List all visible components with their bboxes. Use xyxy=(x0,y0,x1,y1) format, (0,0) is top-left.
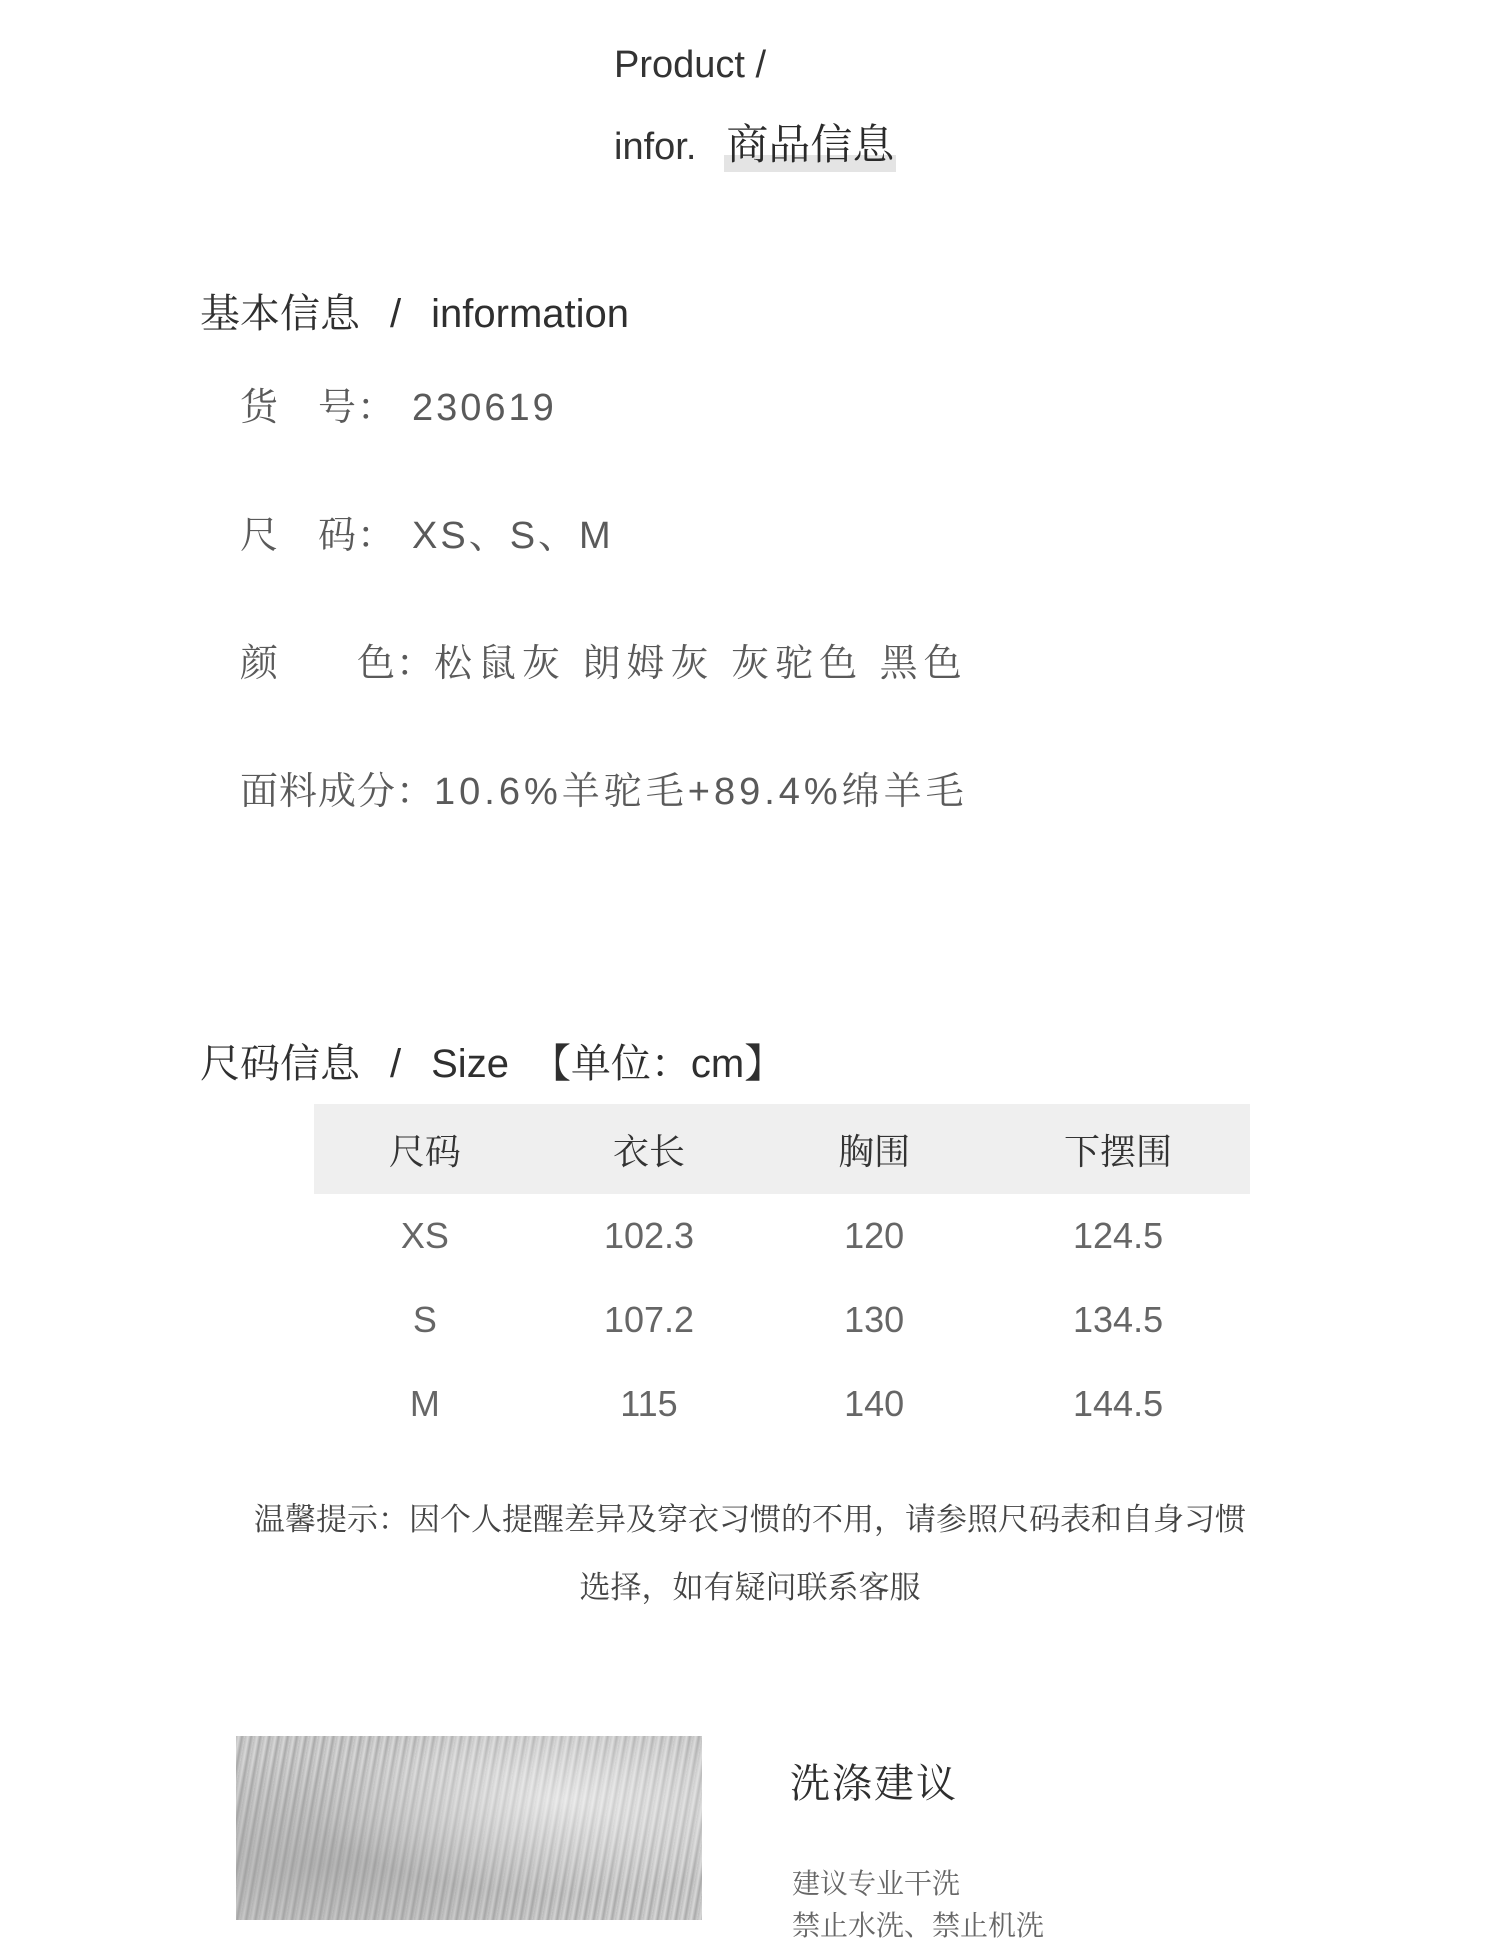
info-value-color: 松鼠灰 朗姆灰 灰驼色 黑色 xyxy=(434,643,968,685)
table-row xyxy=(314,1362,1250,1446)
table-cell: 102.3 xyxy=(603,1215,695,1256)
size-info-unit: 【单位：cm】 xyxy=(530,1042,785,1086)
table-row xyxy=(314,1278,1250,1362)
table-cell: 107.2 xyxy=(603,1299,695,1340)
header-infor-label: infor. xyxy=(614,126,697,168)
header-cn-title: 商品信息 xyxy=(724,112,896,172)
size-info-title-en: Size xyxy=(431,1042,509,1086)
tip-line-1: 温馨提示：因个人提醒差异及穿衣习惯的不用，请参照尺码表和自身习惯 xyxy=(254,1502,1246,1537)
size-info-slash: / xyxy=(390,1042,402,1086)
table-cell: S xyxy=(412,1299,437,1340)
info-row-color xyxy=(240,632,968,687)
info-label-color: 颜 色： xyxy=(240,643,436,685)
tip-line-2: 选择，如有疑问联系客服 xyxy=(579,1570,921,1605)
col-header-chest: 胸围 xyxy=(762,1104,986,1194)
info-value-material: 10.6%羊驼毛+89.4%绵羊毛 xyxy=(434,771,968,813)
table-cell: 120 xyxy=(844,1215,905,1256)
basic-info-title-en: information xyxy=(431,292,629,336)
basic-info-title xyxy=(200,282,629,339)
table-cell: 130 xyxy=(844,1299,905,1340)
size-table-header-row xyxy=(314,1104,1250,1194)
table-cell: 115 xyxy=(620,1383,678,1424)
size-table xyxy=(314,1104,1250,1446)
table-row xyxy=(314,1194,1250,1278)
size-info-title xyxy=(200,1032,784,1089)
fabric-texture-image xyxy=(236,1736,702,1920)
basic-info-title-cn: 基本信息 xyxy=(200,292,360,336)
info-label-material: 面料成分： xyxy=(240,771,436,813)
size-info-title-cn: 尺码信息 xyxy=(200,1042,360,1086)
info-label-sku: 货 号： xyxy=(240,387,397,429)
table-cell: M xyxy=(409,1383,440,1424)
header-infor-line xyxy=(614,112,896,172)
table-cell: XS xyxy=(400,1215,449,1256)
info-label-size: 尺 码： xyxy=(240,515,397,557)
table-cell: 134.5 xyxy=(1073,1299,1164,1340)
col-header-size: 尺码 xyxy=(314,1104,536,1194)
info-row-material xyxy=(240,760,968,815)
table-cell: 144.5 xyxy=(1073,1383,1164,1424)
info-value-size: XS、S、M xyxy=(412,515,614,557)
info-row-sku xyxy=(240,376,557,431)
col-header-length: 衣长 xyxy=(536,1104,762,1194)
wash-line-1: 建议专业干洗 xyxy=(792,1868,961,1899)
table-cell: 124.5 xyxy=(1073,1215,1164,1256)
wash-line-2: 禁止水洗、禁止机洗 xyxy=(792,1910,1045,1941)
info-row-size xyxy=(240,504,614,559)
table-cell: 140 xyxy=(844,1383,905,1424)
basic-info-slash: / xyxy=(390,292,402,336)
wash-title: 洗涤建议 xyxy=(790,1762,958,1806)
info-value-sku: 230619 xyxy=(412,387,557,429)
header-product-label: Product / xyxy=(614,44,767,86)
col-header-hem: 下摆围 xyxy=(986,1104,1250,1194)
